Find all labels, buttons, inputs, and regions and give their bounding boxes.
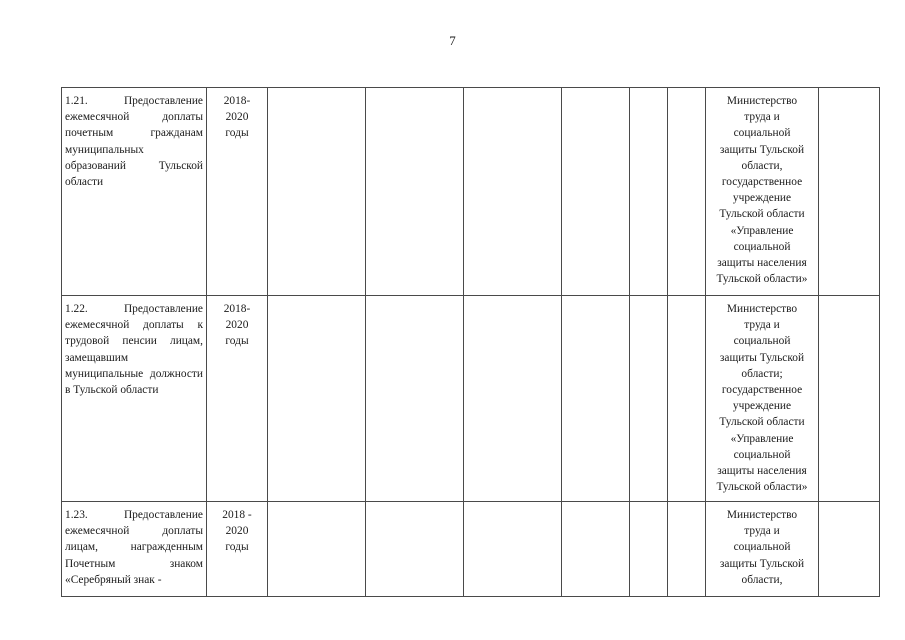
empty-cell <box>268 88 366 296</box>
empty-cell <box>630 88 668 296</box>
measure-description-cell <box>62 502 207 597</box>
program-table <box>61 87 880 597</box>
period: 2018- 2020 годы <box>223 303 251 348</box>
empty-cell <box>630 296 668 502</box>
empty-cell <box>464 88 562 296</box>
empty-cell <box>366 296 464 502</box>
measure-description: 1.21. Предоставление ежемесячной доплаты почетным гражданам муниципальных образований Тульской области <box>65 95 203 189</box>
empty-cell <box>366 502 464 597</box>
responsible-executor: Министерство труда и социальной защиты Тульской области; государственное учреждение Тульской области «Управление социальной защиты населения Тульской области» <box>716 303 808 494</box>
responsible-cell <box>706 88 819 296</box>
empty-cell <box>268 502 366 597</box>
empty-cell <box>464 502 562 597</box>
responsible-cell <box>706 502 819 597</box>
responsible-cell <box>706 296 819 502</box>
period-cell <box>207 296 268 502</box>
empty-cell <box>668 88 706 296</box>
measure-description-cell <box>62 88 207 296</box>
measure-description: 1.23. Предоставление ежемесячной доплаты лицам, награжденным Почетным знаком «Серебряный знак - <box>65 509 203 586</box>
period: 2018- 2020 годы <box>223 95 251 140</box>
empty-cell <box>562 296 630 502</box>
responsible-executor: Министерство труда и социальной защиты Тульской области, государственное учреждение Тульской области «Управление социальной защиты населения Тульской области» <box>716 95 808 286</box>
measure-description-cell <box>62 296 207 502</box>
empty-cell <box>630 502 668 597</box>
page-number: 7 <box>449 33 456 48</box>
empty-cell <box>562 88 630 296</box>
empty-cell <box>819 88 880 296</box>
period: 2018 - 2020 годы <box>222 509 252 554</box>
empty-cell <box>668 296 706 502</box>
measure-description: 1.22. Предоставление ежемесячной доплаты к трудовой пенсии лицам, замещавшим муниципальные должности в Тульской области <box>65 303 203 397</box>
empty-cell <box>366 88 464 296</box>
period-cell <box>207 502 268 597</box>
empty-cell <box>668 502 706 597</box>
empty-cell <box>268 296 366 502</box>
responsible-executor: Министерство труда и социальной защиты Тульской области, <box>719 509 805 586</box>
table-row <box>62 296 880 502</box>
table-row <box>62 502 880 597</box>
table-row <box>62 88 880 296</box>
empty-cell <box>819 296 880 502</box>
empty-cell <box>464 296 562 502</box>
empty-cell <box>819 502 880 597</box>
empty-cell <box>562 502 630 597</box>
period-cell <box>207 88 268 296</box>
